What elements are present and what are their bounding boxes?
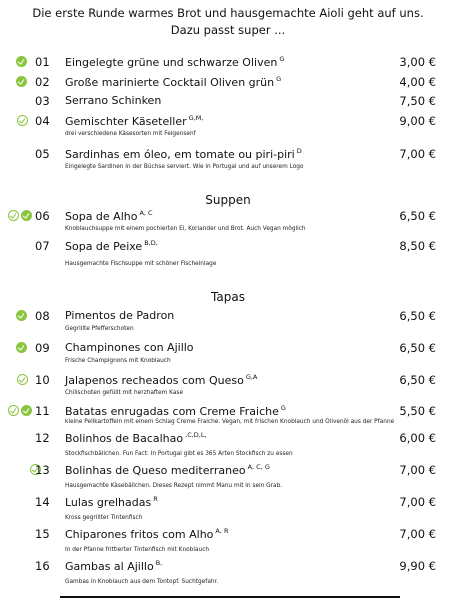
item-allergens: A, C <box>139 209 153 217</box>
item-name-text: Jalapenos recheados com Queso <box>65 374 244 387</box>
item-name <box>65 463 270 477</box>
item-description: Eingelegte Sardinen in der Büchse serviert. Wie in Portugal und auf unserem Logo <box>65 164 304 170</box>
item-name <box>65 239 158 253</box>
diet-icons <box>8 55 34 68</box>
item-price: 4,00 € <box>399 75 436 89</box>
item-price: 9,90 € <box>399 559 436 573</box>
item-allergens: D <box>296 147 302 155</box>
intro-line-1: Die erste Runde warmes Brot und hausgemachte Aioli geht auf uns. <box>32 6 424 20</box>
diet-icons <box>8 75 34 88</box>
item-description: In der Pfanne frittierter Tintenfisch mit Knoblauch <box>65 547 210 553</box>
item-price: 6,50 € <box>399 341 436 355</box>
item-description: Gegrillte Pfefferschoten <box>65 326 134 332</box>
item-allergens: G,A <box>245 373 258 381</box>
vegan-leaf-icon <box>17 115 28 126</box>
item-name-text: Sopa de Alho <box>65 210 138 223</box>
item-name <box>65 209 153 223</box>
item-name <box>65 341 194 354</box>
diet-icons <box>8 463 34 476</box>
vegetarian-leaf-icon <box>21 210 32 221</box>
item-name <box>65 75 281 89</box>
item-price: 7,00 € <box>399 463 436 477</box>
item-price: 3,00 € <box>399 55 436 69</box>
item-description: Chilischoten gefüllt mit herzhaftem Kase <box>65 390 184 396</box>
item-number: 13 <box>35 463 50 477</box>
item-number: 11 <box>35 404 50 418</box>
item-allergens: G <box>280 404 286 412</box>
item-description: Gambas in Knoblauch aus dem Tontopf. Suchtgefahr. <box>65 579 219 585</box>
item-name <box>65 309 174 322</box>
item-description: Knoblauchsuppe mit einem pochierten Ei, Koriander und Brot. Auch Vegan möglich <box>65 226 306 232</box>
vegan-leaf-icon <box>8 210 19 221</box>
item-name <box>65 495 158 509</box>
vegetarian-leaf-icon <box>16 310 27 321</box>
item-description: Hausgemachte Käsebällchen. Dieses Rezept nimmt Manu mit in sein Grab. <box>65 483 283 489</box>
item-price: 9,00 € <box>399 114 436 128</box>
item-number: 09 <box>35 341 50 355</box>
item-allergens: A, R <box>215 527 229 535</box>
item-name <box>65 431 207 445</box>
diet-icons <box>8 341 34 354</box>
item-number: 04 <box>35 114 50 128</box>
diet-icons <box>8 209 34 222</box>
item-number: 15 <box>35 527 50 541</box>
item-allergens: ,C,D,L, <box>185 431 207 439</box>
item-number: 10 <box>35 373 50 387</box>
item-name <box>65 527 229 541</box>
item-description: Kross gegrillter Tintenfisch <box>65 515 143 521</box>
item-description: Stockfischbällchen. Fun Fact: In Portugal gibt es 365 Arten Stockfisch zu essen <box>65 451 293 457</box>
item-description: Hausgemachte Fischsuppe mit schöner Fischeinlage <box>65 261 217 267</box>
item-name-text: Sopa de Peixe <box>65 240 143 253</box>
item-allergens: A, C, G <box>247 463 270 471</box>
item-name-text: Pimentos de Padron <box>65 309 175 322</box>
vegetarian-leaf-icon <box>16 342 27 353</box>
item-name-text: Batatas enrugadas com Creme Fraiche <box>65 405 279 418</box>
item-price: 6,50 € <box>399 373 436 387</box>
item-name <box>65 559 162 573</box>
intro-line-2: Dazu passt super ... <box>170 23 286 37</box>
item-price: 6,00 € <box>399 431 436 445</box>
item-price: 6,50 € <box>399 309 436 323</box>
item-name-text: Große marinierte Cocktail Oliven grün <box>65 76 275 89</box>
item-number: 06 <box>35 209 50 223</box>
item-number: 07 <box>35 239 50 253</box>
item-number: 03 <box>35 94 50 108</box>
item-allergens: B,D, <box>144 239 158 247</box>
item-name-text: Eingelegte grüne und schwarze Oliven <box>65 56 278 69</box>
item-price: 6,50 € <box>399 209 436 223</box>
footer-divider <box>60 596 400 598</box>
item-price: 7,00 € <box>399 527 436 541</box>
item-name-text: Champinones con Ajillo <box>65 341 194 354</box>
item-allergens: R <box>153 495 158 503</box>
item-name-text: Serrano Schinken <box>65 94 162 107</box>
item-name-text: Bolinhos de Bacalhao <box>65 432 184 445</box>
item-number: 14 <box>35 495 50 509</box>
item-name <box>65 55 284 69</box>
section-title-tapas: Tapas <box>211 290 245 304</box>
item-allergens: G <box>276 75 282 83</box>
item-name-text: Gambas al Ajillo <box>65 560 154 573</box>
vegetarian-leaf-icon <box>16 76 27 87</box>
item-price: 7,50 € <box>399 94 436 108</box>
item-price: 7,00 € <box>399 147 436 161</box>
diet-icons <box>8 373 34 386</box>
vegan-leaf-icon <box>8 405 19 416</box>
item-name <box>65 147 302 161</box>
item-name <box>65 373 257 387</box>
item-description: drei verschiedene Käsesorten mit Feigensenf <box>65 131 196 137</box>
item-name-text: Chiparones fritos com Alho <box>65 528 214 541</box>
item-name <box>65 404 286 418</box>
item-allergens: B, <box>155 559 163 567</box>
item-description: Frische Champignons mit Knoblauch <box>65 358 171 364</box>
item-name-text: Lulas grelhadas <box>65 496 152 509</box>
item-price: 7,00 € <box>399 495 436 509</box>
item-description: kleine Pellkartoffeln mit einem Schlag Creme Fraiche. Vegan, mit frischen Knoblauch und Olivenöl aus der Pfanne <box>65 419 395 425</box>
item-allergens: G,M, <box>188 114 204 122</box>
item-price: 5,50 € <box>399 404 436 418</box>
section-title-suppen: Suppen <box>205 193 251 207</box>
item-price: 8,50 € <box>399 239 436 253</box>
vegetarian-leaf-icon <box>21 405 32 416</box>
vegetarian-leaf-icon <box>16 56 27 67</box>
diet-icons <box>8 114 34 127</box>
item-number: 16 <box>35 559 50 573</box>
item-name-text: Sardinhas em óleo, em tomate ou piri-piri <box>65 148 295 161</box>
item-allergens: G <box>279 55 285 63</box>
item-name <box>65 114 203 128</box>
diet-icons <box>8 309 34 322</box>
item-name-text: Gemischter Käseteller <box>65 115 187 128</box>
vegan-leaf-icon <box>17 374 28 385</box>
item-number: 02 <box>35 75 50 89</box>
item-number: 05 <box>35 147 50 161</box>
item-name <box>65 94 161 107</box>
item-name-text: Bolinhas de Queso mediterraneo <box>65 464 246 477</box>
item-number: 01 <box>35 55 50 69</box>
diet-icons <box>8 404 34 417</box>
item-number: 12 <box>35 431 50 445</box>
item-number: 08 <box>35 309 50 323</box>
